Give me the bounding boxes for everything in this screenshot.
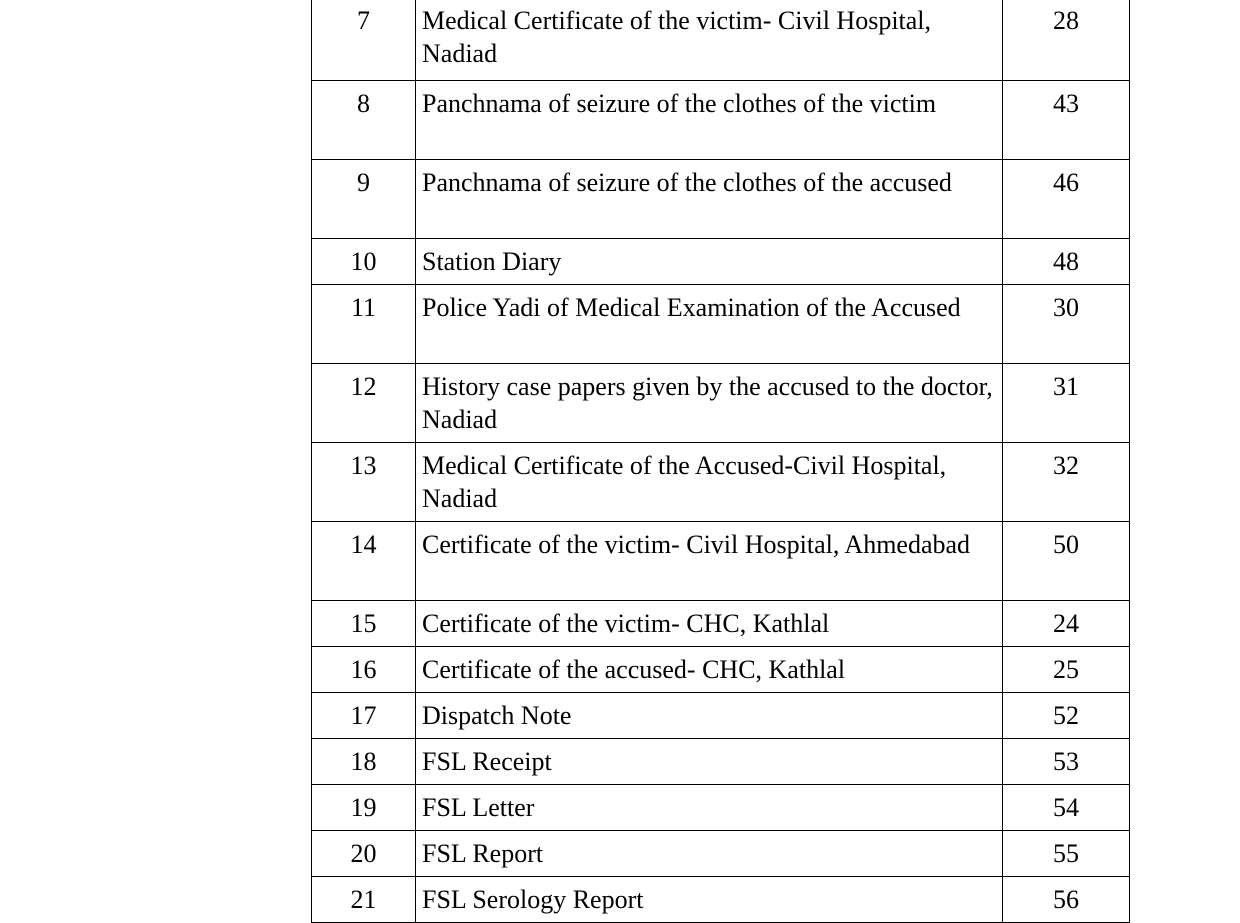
document-cell: History case papers given by the accused to the doctor, Nadiad	[416, 364, 1003, 443]
exhibit-number-cell: 50	[1003, 522, 1130, 601]
exhibit-number-cell: 52	[1003, 693, 1130, 739]
document-cell: Police Yadi of Medical Examination of the Accused	[416, 285, 1003, 364]
table-row	[312, 831, 1130, 877]
exhibit-number-cell: 28	[1003, 0, 1130, 81]
table-row	[312, 160, 1130, 239]
table-row	[312, 0, 1130, 81]
serial-number-cell: 18	[312, 739, 416, 785]
serial-number-cell: 12	[312, 364, 416, 443]
exhibit-number-cell: 25	[1003, 647, 1130, 693]
table-row	[312, 785, 1130, 831]
document-cell: Panchnama of seizure of the clothes of the victim	[416, 81, 1003, 160]
exhibit-number-cell: 46	[1003, 160, 1130, 239]
document-cell: Station Diary	[416, 239, 1003, 285]
serial-number-cell: 7	[312, 0, 416, 81]
document-cell: FSL Serology Report	[416, 877, 1003, 923]
exhibit-number-cell: 55	[1003, 831, 1130, 877]
table-row	[312, 522, 1130, 601]
exhibit-number-cell: 48	[1003, 239, 1130, 285]
document-cell: FSL Letter	[416, 785, 1003, 831]
document-cell: FSL Receipt	[416, 739, 1003, 785]
document-cell: Certificate of the victim- Civil Hospital, Ahmedabad	[416, 522, 1003, 601]
exhibit-number-cell: 56	[1003, 877, 1130, 923]
serial-number-cell: 13	[312, 443, 416, 522]
document-cell: Medical Certificate of the victim- Civil Hospital, Nadiad	[416, 0, 1003, 81]
evidence-table	[311, 0, 1130, 923]
serial-number-cell: 14	[312, 522, 416, 601]
serial-number-cell: 20	[312, 831, 416, 877]
table-row	[312, 877, 1130, 923]
table-row	[312, 443, 1130, 522]
exhibit-number-cell: 53	[1003, 739, 1130, 785]
table-row	[312, 647, 1130, 693]
exhibit-number-cell: 30	[1003, 285, 1130, 364]
exhibit-number-cell: 31	[1003, 364, 1130, 443]
table-row	[312, 693, 1130, 739]
table-row	[312, 601, 1130, 647]
serial-number-cell: 10	[312, 239, 416, 285]
serial-number-cell: 8	[312, 81, 416, 160]
exhibit-number-cell: 43	[1003, 81, 1130, 160]
document-cell: Dispatch Note	[416, 693, 1003, 739]
document-cell: Certificate of the victim- CHC, Kathlal	[416, 601, 1003, 647]
document-cell: Medical Certificate of the Accused-Civil Hospital, Nadiad	[416, 443, 1003, 522]
document-cell: Certificate of the accused- CHC, Kathlal	[416, 647, 1003, 693]
exhibit-number-cell: 32	[1003, 443, 1130, 522]
serial-number-cell: 17	[312, 693, 416, 739]
serial-number-cell: 9	[312, 160, 416, 239]
table-row	[312, 81, 1130, 160]
exhibit-number-cell: 54	[1003, 785, 1130, 831]
serial-number-cell: 11	[312, 285, 416, 364]
serial-number-cell: 16	[312, 647, 416, 693]
document-cell: Panchnama of seizure of the clothes of the accused	[416, 160, 1003, 239]
table-row	[312, 364, 1130, 443]
serial-number-cell: 15	[312, 601, 416, 647]
table-row	[312, 285, 1130, 364]
table-row	[312, 739, 1130, 785]
exhibit-number-cell: 24	[1003, 601, 1130, 647]
document-cell: FSL Report	[416, 831, 1003, 877]
serial-number-cell: 19	[312, 785, 416, 831]
table-row	[312, 239, 1130, 285]
serial-number-cell: 21	[312, 877, 416, 923]
